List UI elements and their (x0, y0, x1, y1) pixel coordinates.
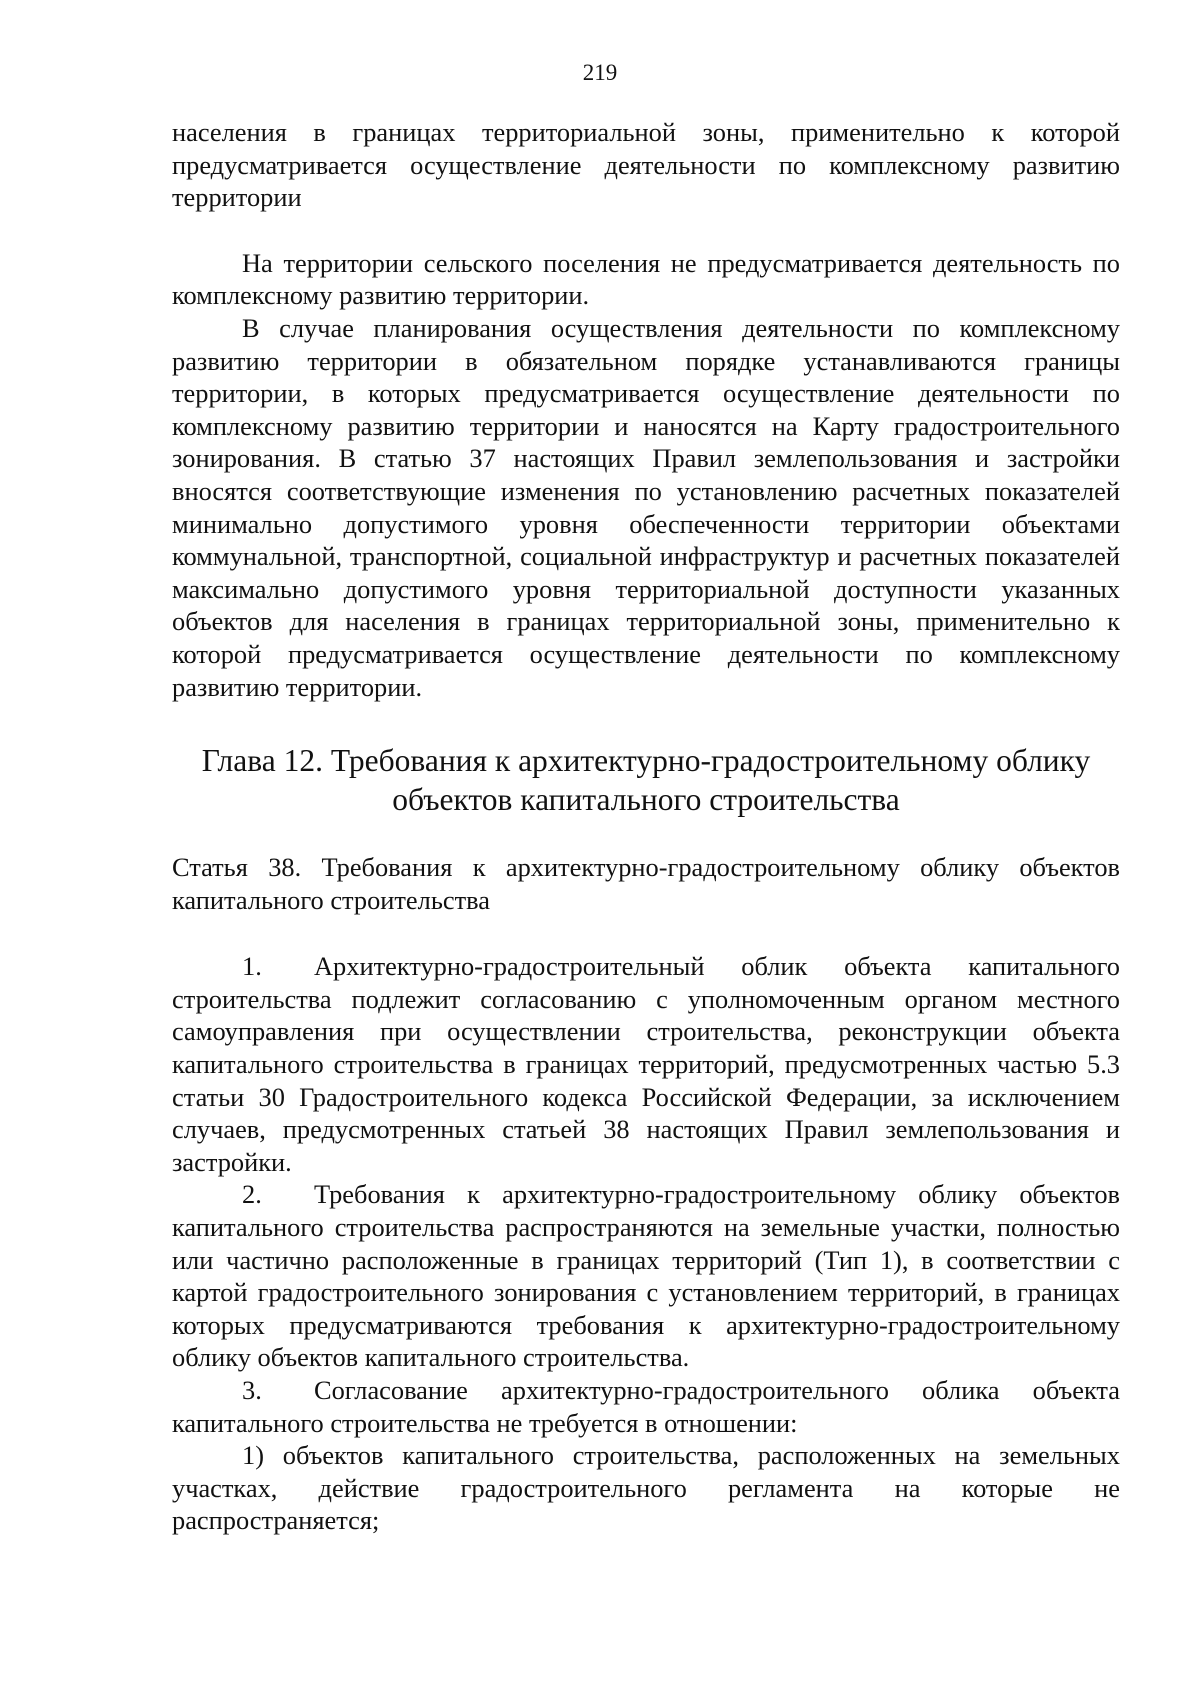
list-item (172, 1178, 1120, 1374)
paragraph-planning-case: В случае планирования осуществления деятельности по комплексному развитию территории в обязательном порядке устанавливаются границы территории, в которых предусматривается осуществление деятельности по комплексному развитию территории и наносятся на Карту градостроительного зонирования. В статью 37 настоящих Правил землепользования и застройки вносятся соответствующие изменения по установлению расчетных показателей минимально допустимого уровня обеспеченности территории объектами коммунальной, транспортной, социальной инфраструктур и расчетных показателей максимально допустимого уровня территориальной доступности указанных объектов для населения в границах территориальной зоны, применительно к которой предусматривается осуществление деятельности по комплексному развитию территории. (172, 312, 1120, 702)
page-number: 219 (582, 60, 618, 85)
list-item-number: 3. (242, 1375, 262, 1405)
paragraph-rural-settlement: На территории сельского поселения не предусматривается деятельность по комплексному развитию территории. (172, 247, 1120, 311)
sub-list-item-number: 1) (242, 1440, 264, 1471)
paragraph-continuation: населения в границах территориальной зоны, применительно к которой предусматривается осуществление деятельности по комплексному развитию территории (172, 117, 1120, 213)
sub-list-item (172, 1439, 1120, 1537)
list-item-number: 2. (242, 1179, 262, 1210)
list-item-number: 1. (242, 951, 262, 982)
list-item-text: Требования к архитектурно-градостроительному облику объектов капитального строительства распространяются на земельные участки, полностью или частично расположенные в границах территорий (Тип 1), в соответствии с картой градостроительного зонирования с установлением территорий, в границах которых предусматриваются требования к архитектурно-градостроительному облику объектов капитального строительства. (172, 1179, 1120, 1373)
sub-list-item-text: объектов капитального строительства, расположенных на земельных участках, действие градостроительного регламента на которые не распространяется; (172, 1440, 1120, 1536)
list-item-text: Согласование архитектурно-градостроительного облика объекта капитального строительства не требуется в отношении: (172, 1375, 1120, 1438)
chapter-title-line-2: объектов капитального строительства (392, 782, 900, 818)
list-item-text: Архитектурно-градостроительный облик объекта капитального строительства подлежит согласованию с уполномоченным органом местного самоуправления при осуществлении строительства, реконструкции объекта капитального строительства в границах территорий, предусмотренных частью 5.3 статьи 30 Градостроительного кодекса Российской Федерации, за исключением случаев, предусмотренных статьей 38 настоящих Правил землепользования и застройки. (172, 951, 1120, 1177)
document-body (172, 116, 1120, 1537)
list-item (172, 950, 1120, 1178)
article-title: Статья 38. Требования к архитектурно-градостроительному облику объектов капитального строительства (172, 852, 1120, 915)
list-item (172, 1374, 1120, 1439)
chapter-title (172, 741, 1120, 819)
chapter-title-line-1: Глава 12. Требования к архитектурно-градостроительному облику (201, 743, 1091, 779)
